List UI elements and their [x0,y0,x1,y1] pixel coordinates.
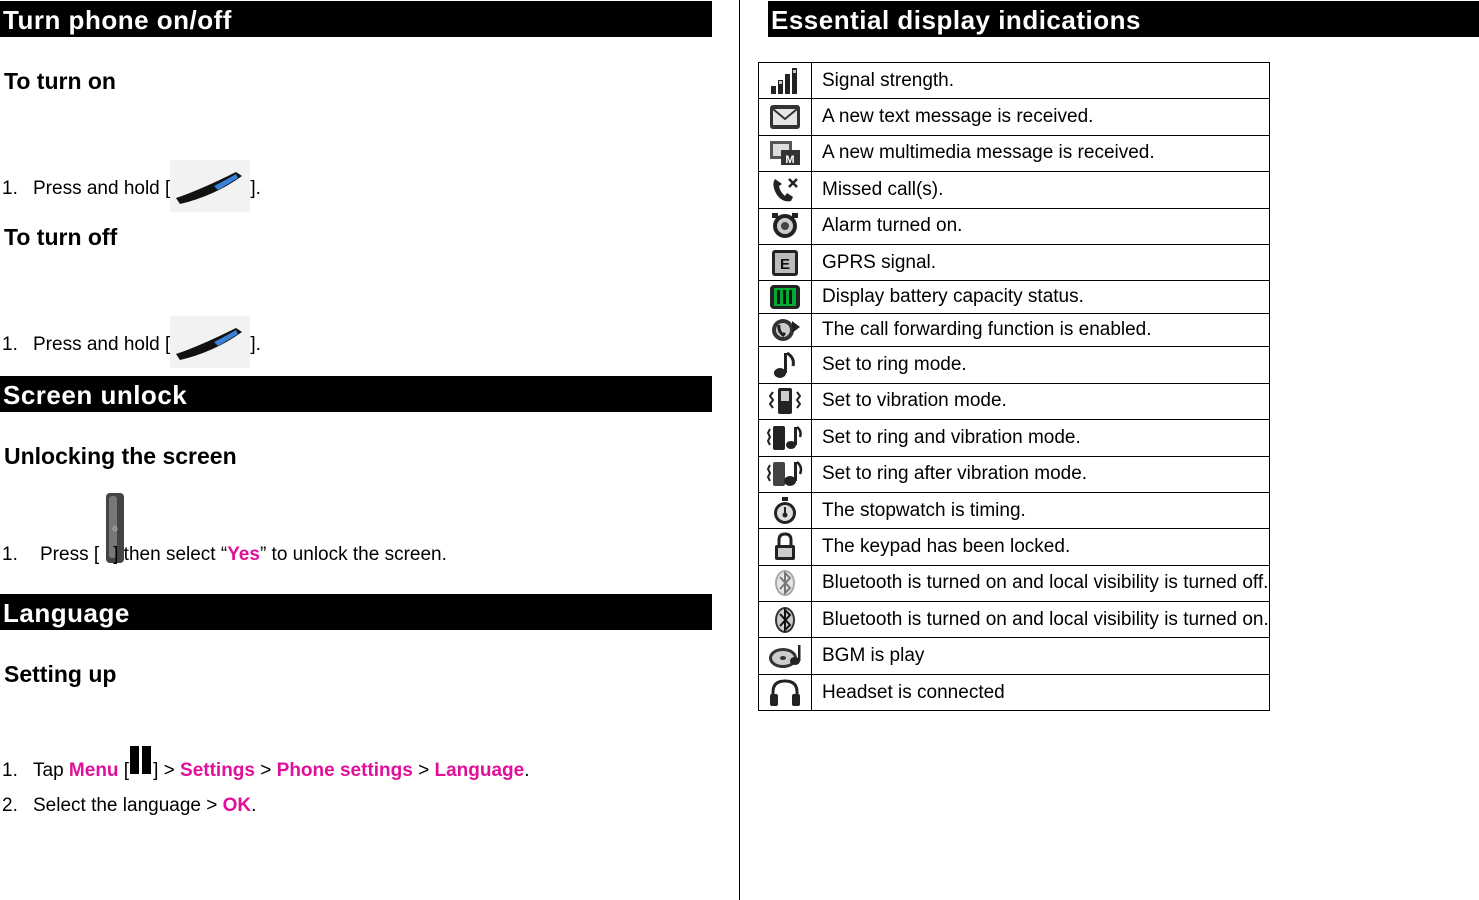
missed-call-icon [767,179,803,200]
bgm-icon [767,645,803,666]
turn-on-step: 1. Press and hold [ ]. [2,160,261,218]
vibrate-icon [767,390,803,411]
end-key-icon [170,160,250,218]
ring-vibrate-icon [767,427,803,448]
table-row: The call forwarding function is enabled. [759,314,1270,347]
table-row: Display battery capacity status. [759,281,1270,314]
battery-icon [767,286,803,307]
table-row: Signal strength. [759,63,1270,99]
end-key-icon [170,316,250,374]
headset-icon [767,682,803,703]
turn-off-heading: To turn off [4,224,118,250]
language-title: Language [0,594,712,630]
bluetooth-visible-icon [767,609,803,630]
keypad-lock-icon [767,536,803,557]
unlock-heading: Unlocking the screen [4,443,237,469]
menu-key-icon [129,746,153,782]
table-row: A new text message is received. [759,99,1270,135]
setting-up-heading: Setting up [4,661,117,687]
table-row: The stopwatch is timing. [759,492,1270,528]
ring-after-vibrate-icon [767,463,803,484]
alarm-icon [767,215,803,236]
mms-icon [767,142,803,167]
screen-unlock-title: Screen unlock [0,376,712,412]
message-icon [767,106,803,127]
column-divider [739,0,740,900]
table-row: M A new multimedia message is received. [759,135,1270,171]
table-row: Alarm turned on. [759,208,1270,244]
language-step-1: 1. Tap Menu [ ] > Settings > Phone settings > Language. [2,746,530,782]
table-row: Missed call(s). [759,172,1270,208]
table-row: Set to ring and vibration mode. [759,420,1270,456]
turn-phone-title: Turn phone on/off [0,1,712,37]
table-row: Set to ring mode. [759,347,1270,383]
bluetooth-hidden-icon [767,572,803,593]
language-step-2: 2. Select the language > OK. [2,795,257,816]
indications-title: Essential display indications [768,1,1479,37]
gprs-icon [767,252,803,273]
table-row: Bluetooth is turned on and local visibility is turned off. [759,565,1270,601]
indications-table [758,62,1270,711]
svg-text:⊙: ⊙ [112,526,118,533]
table-row: The keypad has been locked. [759,529,1270,565]
table-row: Set to ring after vibration mode. [759,456,1270,492]
unlock-step: 1. Press [ ] then select “Yes” to unlock the screen. [2,544,447,565]
table-row: Bluetooth is turned on and local visibility is turned on. [759,602,1270,638]
stopwatch-icon [767,500,803,521]
svg-text:M: M [785,154,795,167]
signal-icon [767,70,803,91]
call-forward-icon [767,319,803,340]
table-row: Set to vibration mode. [759,383,1270,419]
table-row: Headset is connected [759,674,1270,710]
ring-icon [767,354,803,375]
turn-on-heading: To turn on [4,68,116,94]
table-row: BGM is play [759,638,1270,674]
turn-off-step: 1. Press and hold [ ]. [2,316,261,374]
svg-text:E: E [779,255,791,273]
table-row: E GPRS signal. [759,244,1270,280]
